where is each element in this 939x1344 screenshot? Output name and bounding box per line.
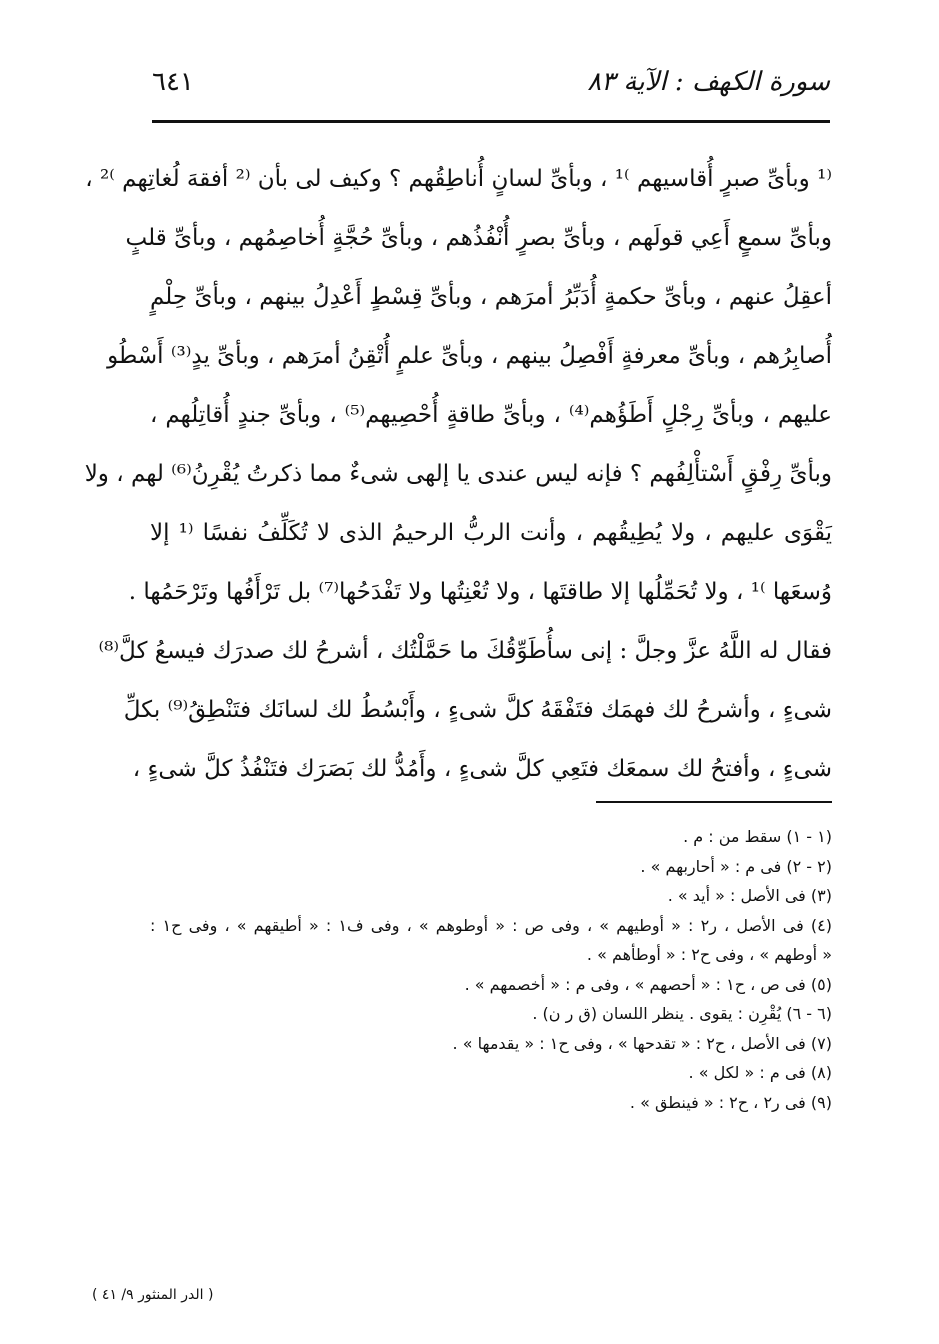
main-text (84, 150, 833, 799)
footnote: (٩) فى ر٢ ، ح٢ : « فينطق » . (629, 1092, 832, 1112)
footnote-continuation: « أوطهم » ، وفى ح٢ : « أوطأهم » . (586, 945, 832, 964)
footnote: (٨) فى م : « لكل » . (688, 1063, 832, 1082)
text-line: أُصابِرُهم ، وبأىِّ معرفةٍ أَفْصِلُ بينهم ، وبأىِّ علمٍ أُتْقِنُ أمرَهم ، وبأىِّ يدٍ⁽³⁾ أَسْطُو (107, 343, 832, 369)
footnote: (٣) فى الأصل : « أيد » . (667, 886, 832, 905)
text-line: أعقِلُ عنهم ، وبأىِّ حكمةٍ أُدَبِّرُ أمرَهم ، وبأىِّ قِسْطٍ أَعْدِلُ بينهم ، وبأىِّ حِلْمٍ (150, 284, 832, 310)
text-line: وبأىِّ سمعٍ أَعِي قولَهم ، وبأىِّ بصرٍ أُنْفُذُهم ، وبأىِّ حُجَّةٍ أُخاصِمُهم ، وبأىِّ قلبٍ (125, 225, 832, 251)
text-line: شىءٍ ، وأشرحُ لك فهمَك فتَفْقَهُ كلَّ شىءٍ ، وأَبْسُطُ لك لسانَك فتَنْطِقُ⁽⁹⁾ بكلِّ (123, 697, 832, 723)
footnote: (٤) فى الأصل ، ر٢ : « أوطيهم » ، وفى ص : « أوطوهم » ، وفى ف١ : « أطيقهم » ، وفى ح١ : (150, 915, 832, 935)
footnotes (150, 822, 832, 1117)
footnote: (٥) فى ص ، ح١ : « أحصهم » ، وفى م : « أخصمهم » . (464, 974, 832, 994)
text-line: وُسعَها ⁾¹ ، ولا تُحَمِّلُها إلا طاقتَها ، ولا تُعْنِتُها ولا تَفْدَحُها⁽⁷⁾ بل تَرْأَفُها وتَرْحَمُها . (128, 579, 832, 605)
text-line: يَقْوَى عليهم ، ولا يُطِيقُهم ، وأنت الربُّ الرحيمُ الذى لا تُكَلِّفُ نفسًا ⁽¹ إلا (150, 520, 832, 546)
footnote-separator (596, 801, 832, 803)
text-line: شىءٍ ، وأفتحُ لك سمعَك فتَعِي كلَّ شىءٍ ، وأَمُدُّ لك بَصَرَك فتَنْفُذُ كلَّ شىءٍ ، (132, 756, 832, 782)
header-rule (152, 120, 830, 123)
text-line: ⁽¹ وبأىِّ صبرٍ أُقاسيهم ⁾¹ ، وبأىِّ لسانٍ أُناطِقُهم ؟ وكيف لى بأن ⁽² أفقهَ لُغاتِهم ⁾² ، (85, 166, 832, 192)
footnote: (١ - ١) سقط من : م . (683, 827, 832, 846)
page-number: ٦٤١ (152, 67, 194, 97)
running-header (152, 62, 830, 118)
source-reference: ( الدر المنثور ٩/ ٤١ ) (92, 1287, 214, 1303)
text-line: فقال له اللَّهُ عزَّ وجلَّ : إنى سأُطَوِّقُكَ ما حَمَّلْتُك ، أشرحُ لك صدرَك فيسعُ كلَّ⁽⁸⁾ (98, 638, 832, 664)
footnote: (٦ - ٦) يُقْرِن : يقوى . ينظر اللسان (ق ر ن) . (532, 1004, 832, 1023)
text-line: وبأىِّ رِفْقٍ أَسْتأْلِفُهم ؟ فإنه ليس عندى يا إلهى شىءٌ مما ذكرتُ يُقْرِنُ⁽⁶⁾ لهم ، ولا (84, 461, 832, 487)
footnote: (٧) فى الأصل ، ح٢ : « تقدحها » ، وفى ح١ : « يقدمها » . (452, 1033, 832, 1053)
header-title: سورة الكهف : الآية ٨٣ (587, 67, 830, 97)
text-line: عليهم ، وبأىِّ رِجْلٍ أَطَؤُهم⁽⁴⁾ ، وبأىِّ طاقةٍ أُحْصِيهم⁽⁵⁾ ، وبأىِّ جندٍ أُقاتِلُهم ، (150, 402, 833, 428)
footnote: (٢ - ٢) فى م : « أحاربهم » . (640, 856, 832, 876)
